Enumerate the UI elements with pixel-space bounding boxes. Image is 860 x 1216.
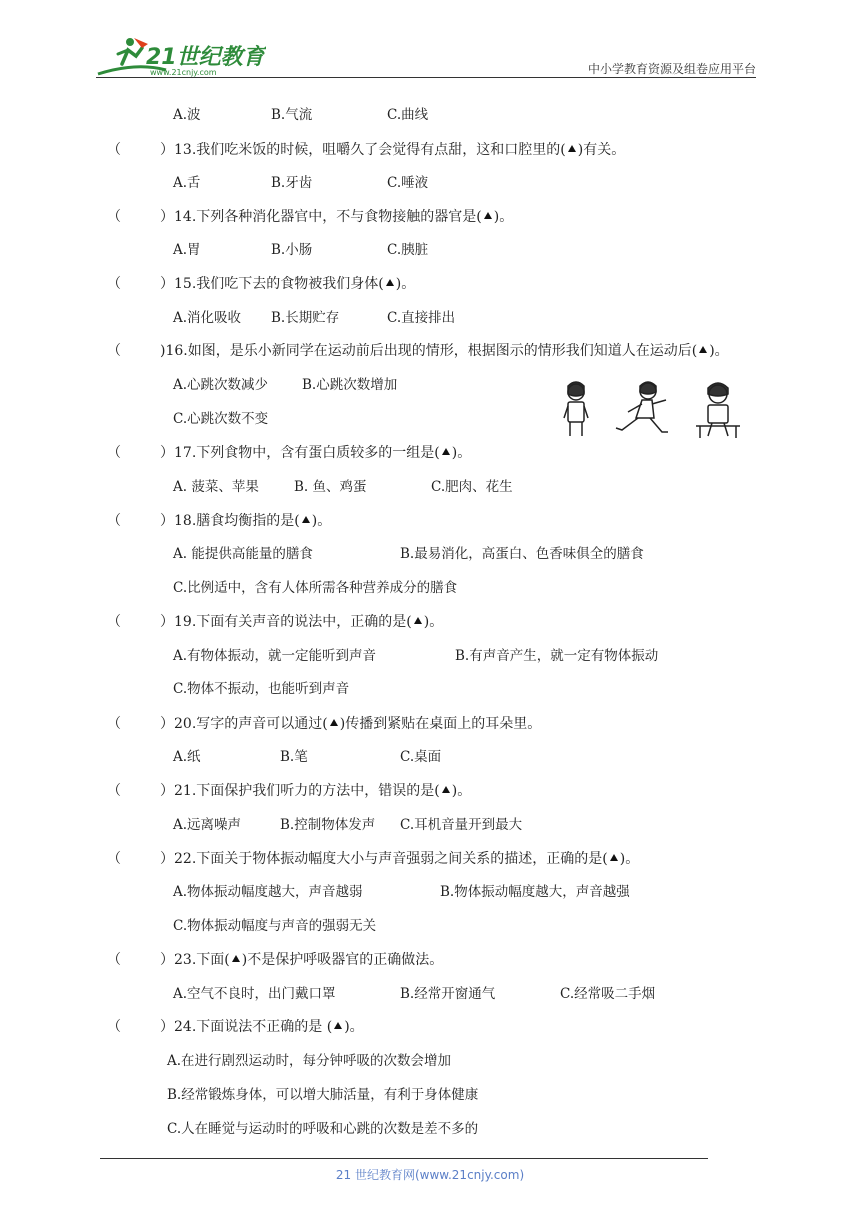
answer-blank-icon (699, 346, 707, 353)
answer-blank-icon (386, 279, 394, 286)
q22-bracket: （ (107, 851, 121, 867)
answer-blank-icon (414, 617, 422, 624)
footer-link[interactable]: 21 世纪教育网(www.21cnjy.com) (335, 1168, 525, 1182)
boy-sitting-figure (696, 383, 740, 438)
q13-option-a: A.舌 (173, 175, 201, 191)
platform-name: 中小学教育资源及组卷应用平台 (587, 62, 756, 76)
boy-running-figure (616, 382, 668, 432)
q16-option-c: C.心跳次数不变 (173, 411, 269, 427)
answer-blank-icon (484, 212, 492, 219)
exercise-illustration (556, 378, 756, 442)
q24-option-b: B.经常锻炼身体，可以增大肺活量，有利于身体健康 (167, 1087, 479, 1103)
q13-bracket: （ (107, 142, 121, 158)
q19-stem: ）19.下面有关声音的说法中，正确的是( )。 (160, 614, 444, 630)
q24-option-c: C.人在睡觉与运动时的呼吸和心跳的次数是差不多的 (167, 1121, 479, 1137)
q15-option-b: B.长期贮存 (271, 310, 340, 326)
q21-stem: ）21.下面保护我们听力的方法中，错误的是( )。 (160, 783, 472, 799)
q13-stem: ）13.我们吃米饭的时候，咀嚼久了会觉得有点甜，这和口腔里的( )有关。 (160, 142, 626, 158)
q15-bracket: （ (107, 276, 121, 292)
q20-option-b: B.笔 (280, 749, 308, 765)
answer-blank-icon (568, 145, 576, 152)
site-logo (96, 34, 266, 78)
q18-bracket: （ (107, 513, 121, 529)
q22-option-a: A.物体振动幅度越大，声音越弱 (173, 884, 363, 900)
q21-bracket: （ (107, 783, 121, 799)
q12-option-c: C.曲线 (387, 107, 429, 123)
q20-stem: ）20.写字的声音可以通过( )传播到紧贴在桌面上的耳朵里。 (160, 716, 542, 732)
q19-option-c: C.物体不振动，也能听到声音 (173, 681, 350, 697)
answer-blank-icon (334, 1022, 342, 1029)
q24-bracket: （ (107, 1019, 121, 1035)
q22-option-c: C.物体振动幅度与声音的强弱无关 (173, 918, 377, 934)
footer-divider (100, 1158, 708, 1159)
q14-option-b: B.小肠 (271, 242, 313, 258)
q17-option-b: B. 鱼、鸡蛋 (294, 479, 367, 495)
q22-stem: ）22.下面关于物体振动幅度大小与声音强弱之间关系的描述，正确的是( )。 (160, 851, 640, 867)
q13-option-c: C.唾液 (387, 175, 429, 191)
q20-option-a: A.纸 (173, 749, 201, 765)
q19-option-a: A.有物体振动，就一定能听到声音 (173, 648, 377, 664)
q21-option-c: C.耳机音量开到最大 (400, 817, 523, 833)
q21-option-a: A.远离噪声 (173, 817, 242, 833)
q18-option-b: B.最易消化，高蛋白、色香味俱全的膳食 (400, 546, 644, 562)
q12-option-a: A.波 (173, 107, 201, 123)
q24-option-a: A.在进行剧烈运动时，每分钟呼吸的次数会增加 (167, 1053, 452, 1069)
q20-option-c: C.桌面 (400, 749, 442, 765)
answer-blank-icon (610, 854, 618, 861)
q15-stem: ）15.我们吃下去的食物被我们身体( )。 (160, 276, 416, 292)
boy-standing-figure (564, 382, 588, 436)
q14-option-a: A.胃 (173, 242, 201, 258)
q17-option-a: A. 菠菜、苹果 (173, 479, 259, 495)
page-header (0, 0, 860, 80)
q12-option-b: B.气流 (271, 107, 313, 123)
q17-bracket: （ (107, 445, 121, 461)
q17-stem: ）17.下列食物中，含有蛋白质较多的一组是( )。 (160, 445, 472, 461)
svg-text:www.21cnjy.com: www.21cnjy.com (150, 68, 217, 77)
svg-text:21世纪教育: 21世纪教育 (146, 45, 265, 70)
q19-bracket: （ (107, 614, 121, 630)
q19-option-b: B.有声音产生，就一定有物体振动 (455, 648, 659, 664)
q14-bracket: （ (107, 209, 121, 225)
answer-blank-icon (330, 719, 338, 726)
q16-stem: )16.如图，是乐小新同学在运动前后出现的情形，根据图示的情形我们知道人在运动后( )。 (160, 343, 729, 359)
q16-option-a: A.心跳次数减少 (173, 377, 269, 393)
answer-blank-icon (442, 448, 450, 455)
q23-option-c: C.经常吸二手烟 (560, 986, 656, 1002)
q23-option-b: B.经常开窗通气 (400, 986, 496, 1002)
q23-bracket: （ (107, 952, 121, 968)
q14-option-c: C.胰脏 (387, 242, 429, 258)
q20-bracket: （ (107, 716, 121, 732)
answer-blank-icon (442, 786, 450, 793)
q23-option-a: A.空气不良时，出门戴口罩 (173, 986, 336, 1002)
q14-stem: ）14.下列各种消化器官中，不与食物接触的器官是( )。 (160, 209, 514, 225)
q24-stem: ）24.下面说法不正确的是 ( )。 (160, 1019, 364, 1035)
q18-option-c: C.比例适中，含有人体所需各种营养成分的膳食 (173, 580, 458, 596)
q18-stem: ）18.膳食均衡指的是( )。 (160, 513, 332, 529)
q16-bracket: （ (107, 343, 121, 359)
q15-option-a: A.消化吸收 (173, 310, 242, 326)
q16-option-b: B.心跳次数增加 (302, 377, 398, 393)
q15-option-c: C.直接排出 (387, 310, 456, 326)
answer-blank-icon (232, 955, 240, 962)
q18-option-a: A. 能提供高能量的膳食 (173, 546, 313, 562)
q13-option-b: B.牙齿 (271, 175, 313, 191)
q23-stem: ）23.下面( )不是保护呼吸器官的正确做法。 (160, 952, 444, 968)
answer-blank-icon (302, 516, 310, 523)
q22-option-b: B.物体振动幅度越大，声音越强 (440, 884, 630, 900)
q21-option-b: B.控制物体发声 (280, 817, 376, 833)
header-divider (96, 77, 756, 78)
q17-option-c: C.肥肉、花生 (431, 479, 513, 495)
